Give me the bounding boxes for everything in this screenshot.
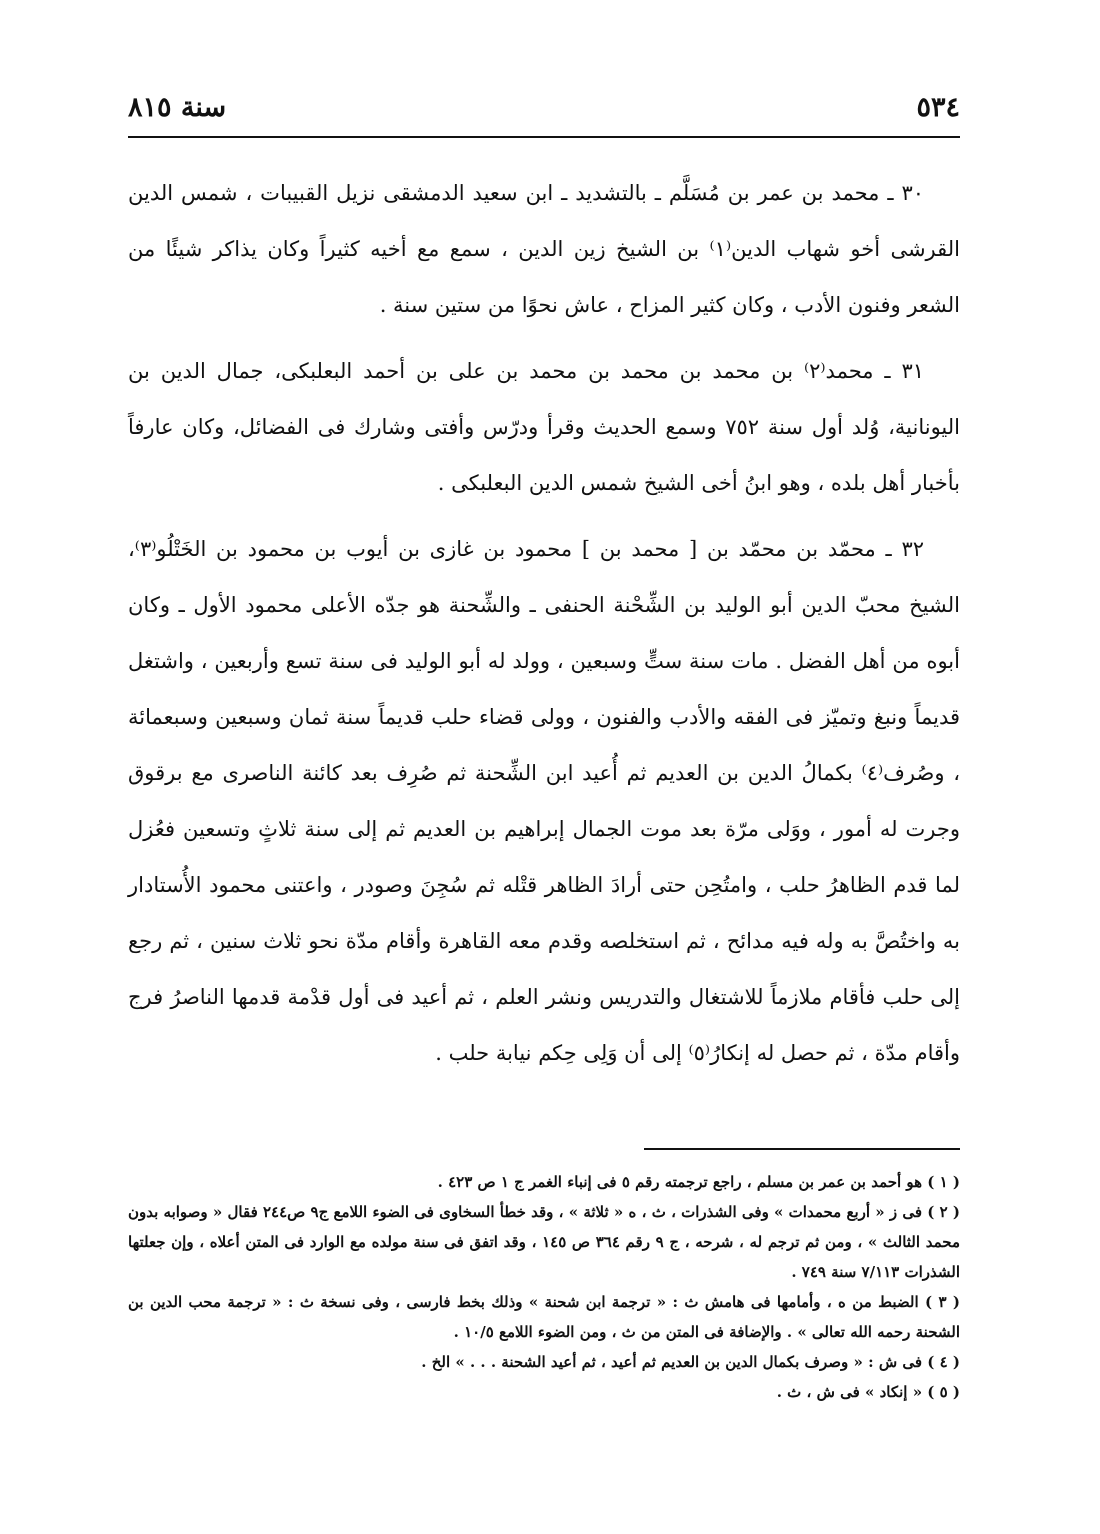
entry-32: ٣٢ ـ محمّد بن محمّد بن [ محمد بن ] محمود بن غازى بن أيوب بن محمود بن الخَتْلُو⁽٣⁾، الشيخ محبّ الدين أبو الوليد بن الشِّحْنة الحنفى ـ والشِّحنة هو جدّه الأعلى محمود الأول ـ وكان أبوه من أهل الفضل . مات سنة ستٍّ وسبعين ، وولد له أبو الوليد فى سنة تسع وأربعين ، واشتغل قديماً ونبغ وتميّز فى الفقه والأدب والفنون ، وولى قضاء حلب قديماً سنة ثمان وسبعين وسبعمائة ، وصُرف⁽٤⁾ بكمالُ الدين بن العديم ثم أُعيد ابن الشِّحنة ثم صُرِف بعد كائنة الناصرى مع برقوق وجرت له أمور ، ووَلى مرّة بعد موت الجمال إبراهيم بن العديم ثم إلى سنة ثلاثٍ وتسعين فعُزل لما قدم الظاهرُ حلب ، وامتُحِن حتى أرادَ الظاهر قتْله ثم سُجِنَ وصودر ، واعتنى محمود الأُستادار به واختُصَّ به وله فيه مدائح ، ثم استخلصه وقدم معه القاهرة وأقام مدّة نحو ثلاث سنين ، ثم رجع إلى حلب فأقام ملازماً للاشتغال والتدريس ونشر العلم ، ثم أعيد فى أول قدْمة قدمها الناصرُ فرج وأقام مدّة ، ثم حصل له إنكارُ⁽٥⁾ إلى أن وَلِى حِكم نيابة حلب . [128,537,960,1065]
footnotes [128,1167,960,1407]
footnote-2: ( ٢ ) فى ز « أربع محمدات » وفى الشذرات ، ث ، ه « ثلاثة » ، وقد خطأ السخاوى فى الضوء اللامع ج٩ ص٢٤٤ فقال « وصوابه بدون محمد الثالث » ، ومن ثم ترجم له ، شرحه ، ج ٩ رقم ٣٦٤ ص ١٤٥ ، وقد اتفق فى سنة مولده مع الوارد فى المتن أعلاه ، وإن جعلتها الشذرات ٧/١١٣ سنة ٧٤٩ . [128,1203,961,1281]
main-text [128,165,960,1081]
entry-31: ٣١ ـ محمد⁽٢⁾ بن محمد بن محمد بن محمد بن على بن أحمد البعلبكى، جمال الدين بن اليونانية، وُلد أول سنة ٧٥٢ وسمع الحديث وقرأ ودرّس وأفتى وشارك فى الفضائل، وكان عارفاً بأخبار أهل بلده ، وهو ابنُ أخى الشيخ شمس الدين البعلبكى . [128,359,960,495]
footnote-3: ( ٣ ) الضبط من ه ، وأمامها فى هامش ث : « ترجمة ابن شحنة » وذلك بخط فارسى ، وفى نسخة ث : « ترجمة محب الدين بن الشحنة رحمه الله تعالى » . والإضافة فى المتن من ث ، ومن الضوء اللامع ١٠/٥ . [128,1293,960,1341]
page-number: ٥٣٤ [916,92,960,123]
footnote-5: ( ٥ ) « إنكاد » فى ش ، ث . [776,1383,960,1401]
footnote-4: ( ٤ ) فى ش : « وصرف بكمال الدين بن العديم ثم أعيد ، ثم أعيد الشحنة . . . » الخ . [421,1353,960,1371]
entry-30: ٣٠ ـ محمد بن عمر بن مُسَلَّم ـ بالتشديد ـ ابن سعيد الدمشقى نزيل القبيبات ، شمس الدين القرشى أخو شهاب الدين⁽١⁾ بن الشيخ زين الدين ، سمع مع أخيه كثيراً وكان يذاكر شيئًا من الشعر وفنون الأدب ، وكان كثير المزاح ، عاش نحوًا من ستين سنة . [128,181,960,317]
page-header [128,92,960,138]
footnote-1: ( ١ ) هو أحمد بن عمر بن مسلم ، راجع ترجمته رقم ٥ فى إنباء الغمر ج ١ ص ٤٢٣ . [437,1173,960,1191]
footnote-divider [644,1148,960,1150]
running-year-title: سنة ٨١٥ [128,92,227,123]
